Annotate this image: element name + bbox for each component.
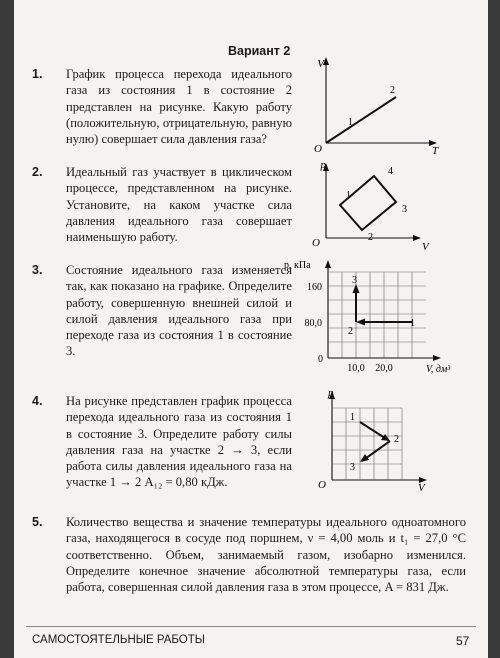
footer-section-title: САМОСТОЯТЕЛЬНЫЕ РАБОТЫ [32,634,205,646]
graph-4 [304,388,444,498]
graph-4-origin: O [318,479,326,491]
graph-3-x-tick-20: 20,0 [375,363,393,374]
problem-2-number: 2. [32,165,43,179]
page-sheet [14,0,488,658]
graph-4-y-label: p [328,388,334,399]
graph-2-point-3: 3 [402,204,407,215]
graph-2-x-label: V [422,241,429,253]
problem-1-text: График процесса перехода идеального газа из состояния 1 в состояние 2 представлен на рисунке. Какую работу (положительную, отрицательную, равную нулю) совершает сила давления газа? [66,67,292,147]
graph-4-x-label: V [418,482,425,494]
graph-2-point-1: 1 [346,190,351,201]
problem-2-text: Идеальный газ участвует в циклическом процессе, представленном на рисунке. Установите, на каком участке сила давления идеального газа совершает наименьшую работу. [66,165,292,245]
graph-3-point-1: 1 [410,318,415,329]
problem-3-number: 3. [32,263,43,277]
graph-3-point-2: 2 [348,326,353,337]
graph-3-origin: 0 [318,354,323,365]
graph-3-y-tick-80: 80,0 [304,318,322,329]
footer-divider [26,626,476,627]
problem-5-number: 5. [32,515,43,529]
graph-3-x-tick-10: 10,0 [347,363,365,374]
problem-4-text: На рисунке представлен график процесса перехода идеального газа из состояния 1 в состояние 3. Определите работу силы давления газа на участке 2 → 3, если работа силы давления идеального газа на участке 1 → 2 A₁₂ = 0,80 кДж. [66,394,292,490]
graph-1-point-1: 1 [348,117,353,128]
problem-5-text: Количество вещества и значение температуры идеального одноатомного газа, находящегося в сосуде под поршнем, ν = 4,00 моль и t₁ = 27,0 °С соответственно. Объем, занимаемый газом, изобарно изменился. Определите конечное значение абсолютной температуры газа, если работа, совершенная силой давления газа в этом процессе, A = 831 Дж. [66,515,466,595]
graph-4-point-1: 1 [350,412,355,423]
graph-2-y-label: p [320,160,326,171]
graph-1-point-2: 2 [390,85,395,96]
graph-2-point-4: 4 [388,166,393,177]
problem-3-text: Состояние идеального газа изменяется так, как показано на графике. Определите работу, совершенную внешней силой и силой давления идеального газа при переходе газа из состояния 1 в состояние 3. [66,263,292,359]
problem-1-number: 1. [32,67,43,81]
graph-1-x-label: T [432,145,439,155]
graph-3-y-tick-160: 160 [307,282,322,293]
graph-2-point-2: 2 [368,232,373,243]
graph-4-point-3: 3 [350,462,355,473]
graph-2-origin: O [312,237,320,249]
graph-1-origin: O [314,143,322,155]
variant-title: Вариант 2 [228,44,291,58]
graph-1-process-line [326,97,396,143]
problem-4-number: 4. [32,394,43,408]
graph-3-x-label: V, дм³ [426,364,451,375]
graph-1 [304,55,444,155]
graph-3-point-3: 3 [352,275,357,286]
graph-4-point-2: 2 [394,434,399,445]
graph-2 [304,160,444,255]
page-number: 57 [456,634,470,648]
graph-3 [282,258,472,380]
graph-3-y-label: p, кПа [284,260,311,271]
graph-2-cycle [340,176,396,230]
graph-1-y-label: V [317,58,324,70]
